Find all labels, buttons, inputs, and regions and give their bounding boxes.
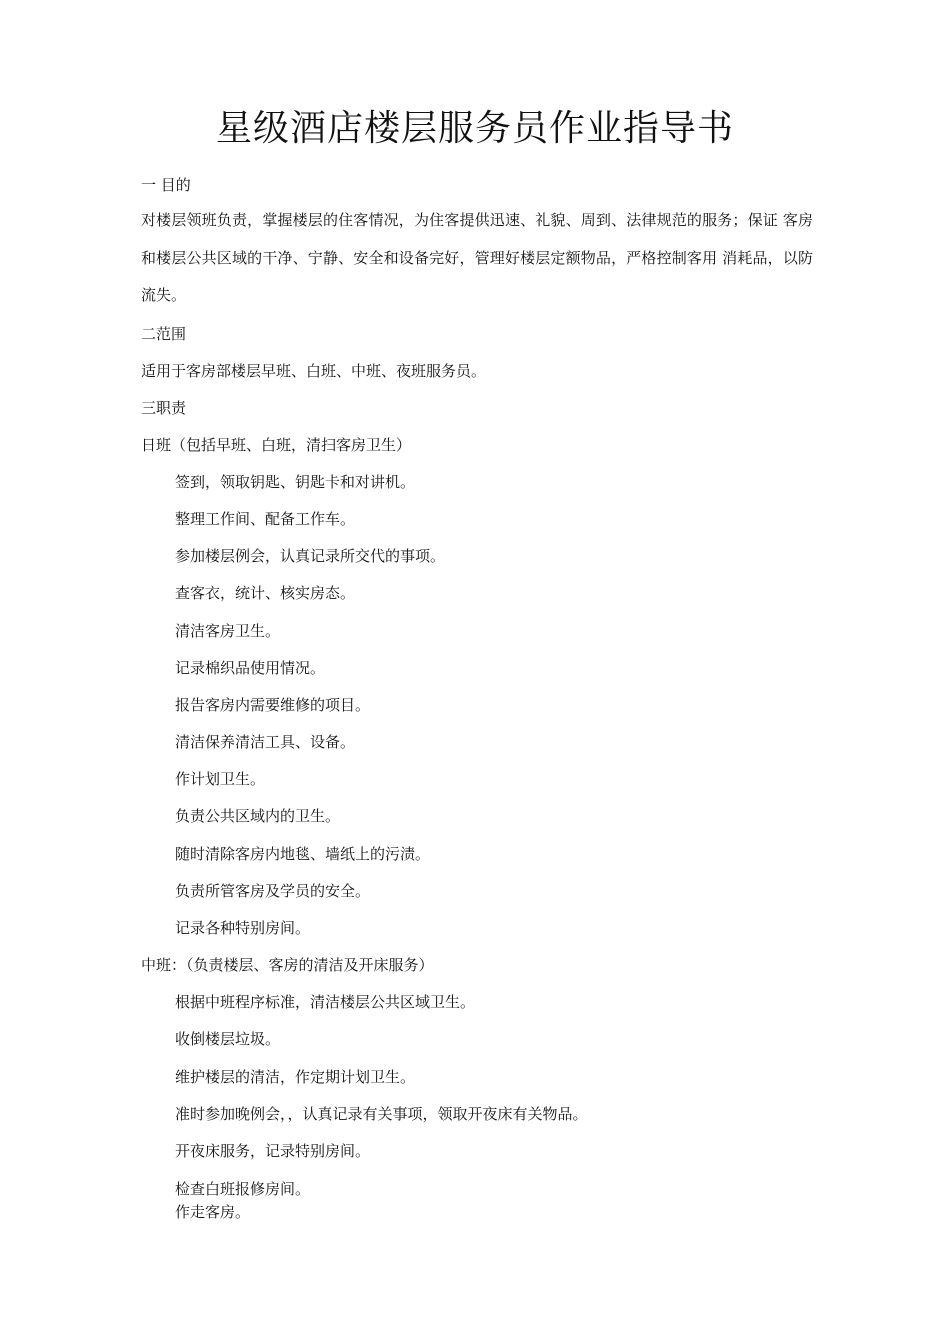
purpose-heading: 一 目的 xyxy=(141,176,191,194)
purpose-paragraph: 对楼层领班负责，掌握楼层的住客情况，为住客提供迅速、礼貌、周到、法律规范的服务；保证 客房和楼层公共区域的干净、宁静、安全和设备完好，管理好楼层定额物品，严格控制客用 消耗品，以防流失。 xyxy=(141,211,813,304)
middle-shift-item: 根据中班程序标准，清洁楼层公共区域卫生。 xyxy=(175,993,476,1011)
day-shift-item: 签到，领取钥匙、钥匙卡和对讲机。 xyxy=(175,473,416,491)
day-shift-item: 随时清除客房内地毯、墙纸上的污渍。 xyxy=(175,845,431,863)
middle-shift-item: 作走客房。 xyxy=(175,1203,251,1221)
scope-heading: 二范围 xyxy=(141,325,187,343)
day-shift-item: 清洁保养清洁工具、设备。 xyxy=(175,733,356,751)
middle-shift-item: 开夜床服务，记录特别房间。 xyxy=(175,1142,371,1160)
middle-shift-item: 维护楼层的清洁，作定期计划卫生。 xyxy=(175,1068,416,1086)
day-shift-item: 记录棉织品使用情况。 xyxy=(175,659,326,677)
middle-shift-item: 准时参加晚例会，，认真记录有关事项，领取开夜床有关物品。 xyxy=(175,1105,588,1123)
day-shift-heading: 日班（包括早班、白班，清扫客房卫生） xyxy=(141,436,412,454)
middle-shift-item: 检查白班报修房间。 xyxy=(175,1180,311,1198)
scope-text: 适用于客房部楼层早班、白班、中班、夜班服务员。 xyxy=(141,362,487,380)
day-shift-item: 负责所管客房及学员的安全。 xyxy=(175,882,371,900)
middle-shift-item: 收倒楼层垃圾。 xyxy=(175,1030,281,1048)
day-shift-item: 报告客房内需要维修的项目。 xyxy=(175,696,371,714)
day-shift-item: 作计划卫生。 xyxy=(175,770,266,788)
day-shift-item: 负责公共区域内的卫生。 xyxy=(175,807,341,825)
duties-heading: 三职责 xyxy=(141,399,187,417)
middle-shift-heading: 中班：（负责楼层、客房的清洁及开床服务） xyxy=(141,956,434,974)
day-shift-item: 清洁客房卫生。 xyxy=(175,622,281,640)
day-shift-item: 参加楼层例会，认真记录所交代的事项。 xyxy=(175,547,446,565)
document-title: 星级酒店楼层服务员作业指导书 xyxy=(215,108,734,149)
day-shift-item: 查客衣，统计、核实房态。 xyxy=(175,584,356,602)
day-shift-item: 记录各种特别房间。 xyxy=(175,919,311,937)
day-shift-item: 整理工作间、配备工作车。 xyxy=(175,510,356,528)
